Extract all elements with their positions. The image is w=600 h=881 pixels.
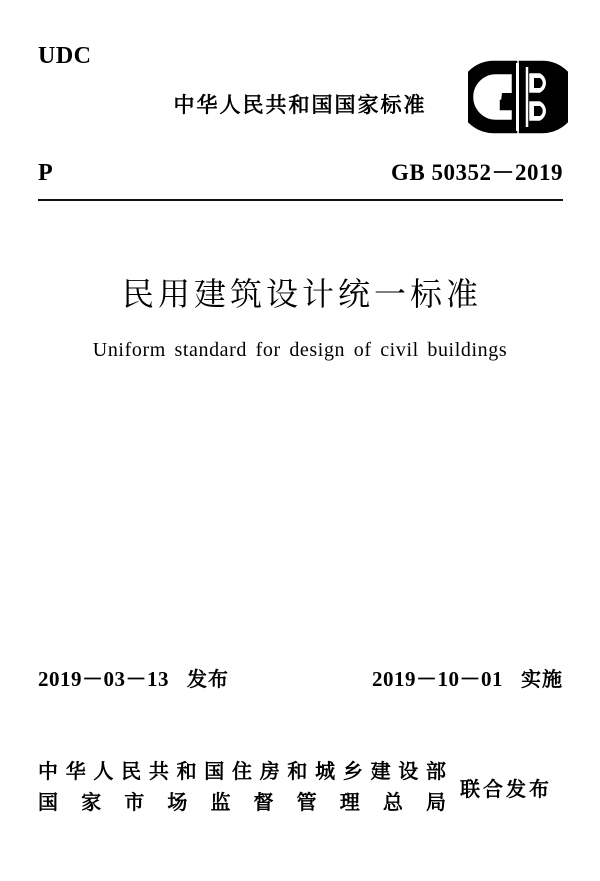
issuer-line-2: 国家市场监督管理总局 <box>38 790 446 814</box>
issuer-line-1: 中华人民共和国住房和城乡建设部 <box>38 759 446 783</box>
page-subtitle-english: Uniform standard for design of civil buildings <box>92 339 508 361</box>
dates-row <box>38 663 563 693</box>
issue-action-label: 发布 <box>187 667 229 691</box>
gb-emblem-icon <box>468 57 568 137</box>
effective-action-label: 实施 <box>521 667 563 691</box>
standard-number: GB 50352－2019 <box>391 160 563 185</box>
category-letter: P <box>38 160 53 186</box>
header-divider-rule <box>38 199 563 201</box>
effective-date: 2019－10－01 <box>372 667 503 691</box>
joint-release-label: 联合发布 <box>460 776 552 801</box>
page-title: 民用建筑设计统一标准 <box>121 275 482 313</box>
national-standard-heading: 中华人民共和国国家标准 <box>173 93 427 117</box>
issue-date-group <box>38 663 229 693</box>
issuer-name-lines <box>38 758 446 816</box>
effective-date-group <box>372 663 563 693</box>
issue-date: 2019－03－13 <box>38 667 169 691</box>
udc-label: UDC <box>38 43 92 69</box>
issuing-authorities <box>38 758 566 816</box>
